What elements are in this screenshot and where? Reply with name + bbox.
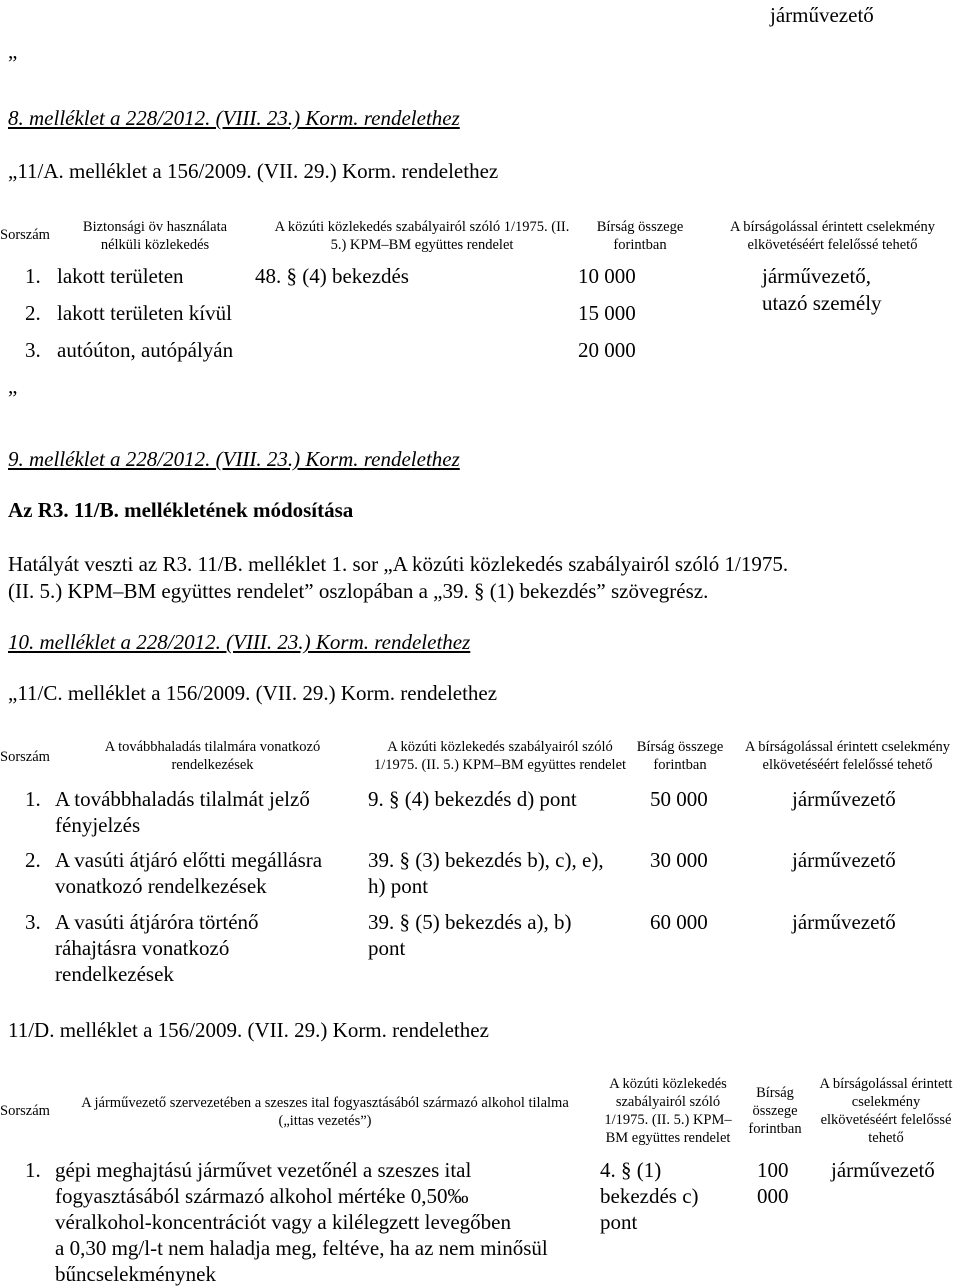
table2-row3-num: 3.	[25, 910, 41, 934]
table2-row1-rule: 9. § (4) bekezdés d) pont	[368, 787, 577, 811]
table2-header-col2: A közúti közlekedés szabályairól szóló 1/1975. (II. 5.) KPM–BM együttes rendelet	[373, 739, 627, 773]
table3-header-col2: A közúti közlekedés szabályairól szóló 1/1975. (II. 5.) KPM– BM együttes rendelet	[604, 1076, 732, 1146]
table1-row3-num: 3.	[25, 338, 41, 362]
annex-11a-heading: „11/A. melléklet a 156/2009. (VII. 29.) Korm. rendelethez	[8, 159, 499, 183]
table1-row1-desc: lakott területen	[57, 264, 184, 288]
table2-row3-fine: 60 000	[650, 910, 708, 934]
r3-amendment-text-line2: (II. 5.) KPM–BM együttes rendelet” oszlopában a „39. § (1) bekezdés” szövegrész.	[8, 579, 709, 603]
table1-row1-num: 1.	[25, 264, 41, 288]
table2-row3-rule: 39. § (5) bekezdés a), b) pont	[368, 910, 572, 960]
r3-amendment-text-line1: Hatályát veszti az R3. 11/B. melléklet 1. sor „A közúti közlekedés szabályairól szóló 1/1975.	[8, 552, 789, 576]
table2-row3-resp: járművezető	[792, 910, 896, 934]
table1-responsible-line2: utazó személy	[762, 291, 882, 315]
closing-quote-mark: ”	[8, 51, 18, 75]
table3-header-sorszam: Sorszám	[0, 1103, 50, 1119]
table1-row1-rule: 48. § (4) bekezdés	[255, 264, 409, 288]
table2-row2-resp: járművezető	[792, 848, 896, 872]
table1-header-col4: A bírságolással érintett cselekmény elkövetéséért felelőssé tehető	[730, 219, 935, 253]
table2-row2-desc: A vasúti átjáró előtti megállásra vonatkozó rendelkezések	[55, 848, 323, 898]
table3-row1-num: 1.	[25, 1158, 41, 1182]
table1-header-col1: Biztonsági öv használata nélküli közlekedés	[82, 219, 228, 253]
annex-11d-heading: 11/D. melléklet a 156/2009. (VII. 29.) Korm. rendelethez	[8, 1018, 489, 1042]
table2-header-col3: Bírság összege forintban	[636, 739, 724, 773]
table2-row1-desc: A továbbhaladás tilalmát jelző fényjelzés	[55, 787, 310, 837]
annex-8-heading: 8. melléklet a 228/2012. (VIII. 23.) Korm. rendelethez	[8, 106, 460, 130]
table2-header-sorszam: Sorszám	[0, 749, 50, 765]
table1-row1-fine: 10 000	[578, 264, 636, 288]
table2-row2-fine: 30 000	[650, 848, 708, 872]
table2-row2-num: 2.	[25, 848, 41, 872]
table2-row1-num: 1.	[25, 787, 41, 811]
table1-row3-desc: autóúton, autópályán	[57, 338, 234, 362]
table3-row1-rule: 4. § (1) bekezdés c) pont	[600, 1158, 699, 1234]
table3-row1-desc: gépi meghajtású járművet vezetőnél a szeszes ital fogyasztásából származó alkohol mértéke 0,50‰ véralkohol-koncentrációt vagy a kilélegzett levegőben a 0,30 mg/l-t nem haladja meg, feltéve, ha az nem minősül bűncselekménynek	[55, 1158, 548, 1286]
table1-responsible-line1: járművezető,	[762, 264, 872, 288]
table1-header-sorszam: Sorszám	[0, 227, 50, 243]
table2-row2-rule: 39. § (3) bekezdés b), c), e), h) pont	[368, 848, 604, 898]
table2-header-col4: A bírságolással érintett cselekmény elkövetéséért felelőssé tehető	[745, 739, 950, 773]
table1-header-col2: A közúti közlekedés szabályairól szóló 1/1975. (II. 5.) KPM–BM együttes rendelet	[274, 219, 570, 253]
table1-row2-num: 2.	[25, 301, 41, 325]
table3-header-col4: A bírságolással érintett cselekmény elkövetéséért felelőssé tehető	[819, 1076, 953, 1146]
annex-10-heading: 10. melléklet a 228/2012. (VIII. 23.) Korm. rendelethez	[8, 630, 471, 654]
table2-row3-desc: A vasúti átjáróra történő ráhajtásra vonatkozó rendelkezések	[55, 910, 259, 986]
table1-header-col3: Bírság összege forintban	[596, 219, 684, 253]
table2-row1-fine: 50 000	[650, 787, 708, 811]
table1-row2-fine: 15 000	[578, 301, 636, 325]
table3-header-col3: Bírság összege forintban	[748, 1085, 802, 1137]
table3-row1-resp: járművezető	[831, 1158, 935, 1182]
table2-row1-resp: járművezető	[792, 787, 896, 811]
top-right-word: járművezető	[770, 3, 874, 27]
table3-header-col1: A járművezető szervezetében a szeszes ital fogyasztásából származó alkohol tilalma („ittas vezetés”)	[81, 1095, 569, 1129]
table1-row2-desc: lakott területen kívül	[57, 301, 232, 325]
annex-9-heading: 9. melléklet a 228/2012. (VIII. 23.) Korm. rendelethez	[8, 447, 460, 471]
table3-row1-fine: 100 000	[757, 1158, 789, 1208]
table2-header-col1: A továbbhaladás tilalmára vonatkozó rendelkezések	[104, 739, 321, 773]
r3-amendment-title: Az R3. 11/B. mellékletének módosítása	[8, 498, 354, 522]
closing-quote-mark-2: ”	[8, 386, 18, 410]
annex-11c-heading: „11/C. melléklet a 156/2009. (VII. 29.) Korm. rendelethez	[8, 681, 498, 705]
table1-row3-fine: 20 000	[578, 338, 636, 362]
